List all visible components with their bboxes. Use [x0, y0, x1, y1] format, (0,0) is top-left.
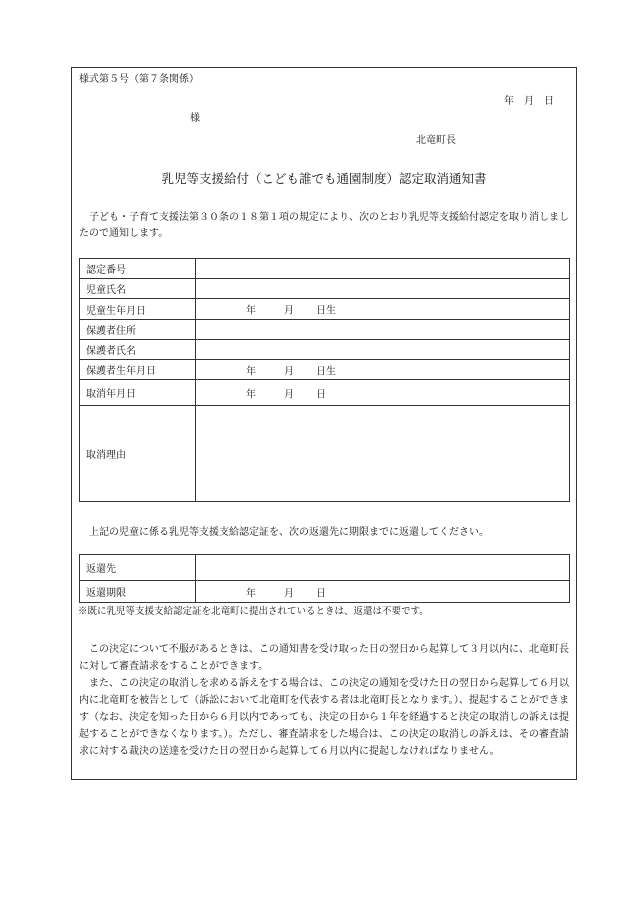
value-guardian-address[interactable]	[196, 320, 570, 340]
issuer-name: 北竜町長	[416, 135, 456, 146]
document-title: 乳児等支援給付（こども誰でも通園制度）認定取消通知書	[161, 171, 487, 186]
value-guardian-name[interactable]	[196, 340, 570, 360]
return-note: ※既に乳児等支援支給認定証を北竜町に提出されているときは、返還は不要です。	[78, 606, 429, 617]
value-return-destination[interactable]	[196, 555, 570, 581]
value-cancel-reason[interactable]	[196, 406, 570, 502]
year-mark: 年	[246, 389, 256, 400]
year-mark: 年	[246, 305, 256, 317]
value-certification-number[interactable]	[196, 259, 570, 279]
birthday-mark: 日生	[316, 366, 336, 377]
date-line: 年 月 日	[504, 96, 554, 107]
value-child-birthdate[interactable]	[196, 299, 570, 320]
label-guardian-birthdate: 保護者生年月日	[80, 360, 196, 380]
return-instruction: 上記の児童に係る乳児等支援支給認定証を、次の返還先に期限までに返還してください。	[89, 527, 489, 538]
value-child-name[interactable]	[196, 279, 570, 299]
month-mark: 月	[284, 588, 294, 599]
label-guardian-name: 保護者氏名	[80, 340, 196, 360]
day-mark: 日	[316, 588, 326, 599]
return-table	[79, 554, 570, 603]
month-mark: 月	[284, 366, 294, 377]
year-mark: 年	[246, 588, 256, 599]
form-frame	[71, 67, 577, 780]
appeal-paragraph-2: また、この決定の取消しを求める訴えをする場合は、この決定の通知を受けた日の翌日から起算して６月以内に北竜町を被告として（訴訟において北竜町を代表する者は北竜町長となります。）、提起することができます（なお、決定を知った日から６月以内であっても、決定の日から１年を経過すると決定の取消しの訴えは提起することができなくなります。）。ただし、審査請求をした場合は、この決定の取消しの訴えは、その審査請求に対する裁決の送達を受けた日の翌日から起算して６月以内に提起しなければなりません。	[79, 678, 569, 757]
label-return-deadline: 返還期限	[80, 581, 196, 603]
value-return-deadline[interactable]	[196, 581, 570, 603]
label-certification-number: 認定番号	[80, 259, 196, 279]
month-mark: 月	[284, 305, 294, 317]
cancellation-table	[79, 258, 570, 502]
appeal-paragraph-1: この決定について不服があるときは、この通知書を受け取った日の翌日から起算して３月以内に、北竜町長に対して審査請求をすることができます。	[79, 644, 569, 672]
year-mark: 年	[246, 366, 256, 377]
value-cancel-date[interactable]	[196, 380, 570, 406]
day-mark: 日	[316, 389, 326, 400]
label-cancel-date: 取消年月日	[80, 380, 196, 406]
label-child-birthdate: 児童生年月日	[80, 299, 196, 320]
label-child-name: 児童氏名	[80, 279, 196, 299]
addressee-honorific: 様	[190, 113, 200, 124]
label-guardian-address: 保護者住所	[80, 320, 196, 340]
intro-text: 子ども・子育て支援法第３０条の１８第１項の規定により、次のとおり乳児等支援給付認定を取り消しましたので通知します。	[79, 212, 569, 239]
label-return-destination: 返還先	[80, 555, 196, 581]
value-guardian-birthdate[interactable]	[196, 360, 570, 380]
label-cancel-reason: 取消理由	[80, 406, 196, 502]
form-number: 様式第５号（第７条関係）	[79, 74, 199, 85]
month-mark: 月	[284, 389, 294, 400]
birthday-mark: 日生	[316, 305, 336, 317]
